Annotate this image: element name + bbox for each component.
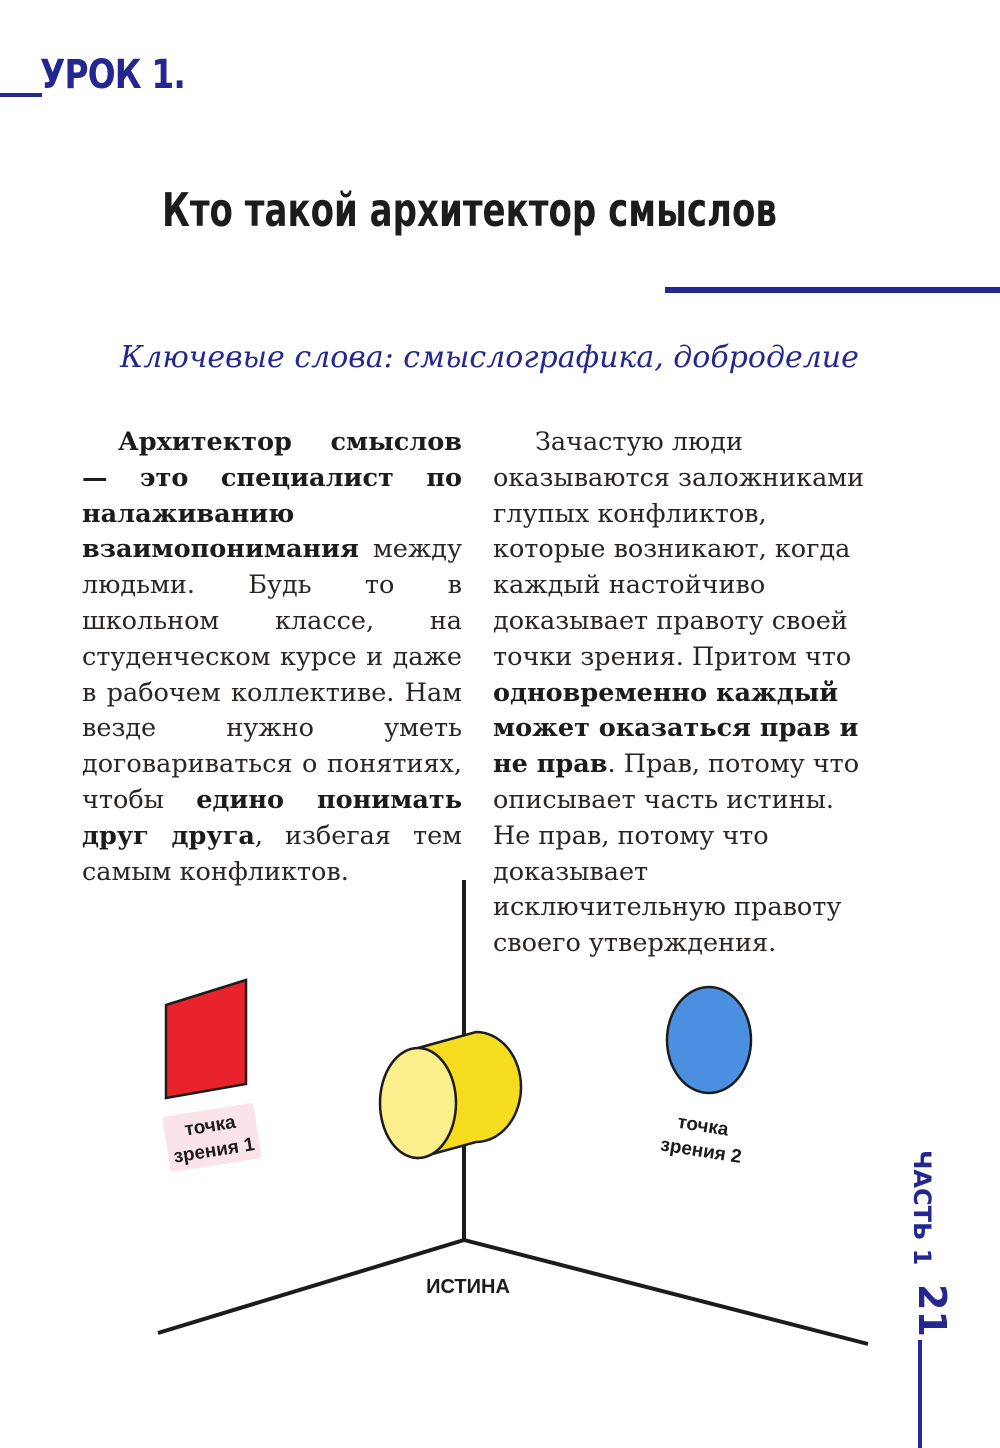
text-run: между людьми. Будь то в школьном классе, на студенческом курсе и даже в рабочем коллективе. Нам везде нужно уметь договариваться о понятиях, чтобы <box>82 534 462 815</box>
side-rule <box>918 1340 922 1448</box>
bold-phrase: едино понимать друг друга <box>82 784 463 851</box>
bold-phrase: одновременно каждый может оказаться прав и не прав <box>493 677 859 780</box>
text-column-left <box>82 425 462 890</box>
axis-left <box>158 1240 464 1333</box>
lesson-label: УРОК 1. <box>40 52 185 98</box>
label-view2-line1: точка <box>675 1111 730 1141</box>
part-label: ЧАСТЬ 1 <box>908 1150 936 1266</box>
title-rule <box>665 287 1000 293</box>
bold-definition: Архитектор смыслов — это специалист по налаживанию взаимопонимания <box>82 427 462 565</box>
lesson-rule <box>0 93 42 97</box>
truth-diagram <box>0 860 900 1360</box>
text-run: Зачастую люди оказываются заложниками глупых конфликтов, которые возникают, когда каждый настойчиво доказывает правоту своей точки зрения. Притом что <box>493 427 865 672</box>
red-square-shape <box>166 980 246 1098</box>
label-truth: ИСТИНА <box>426 1276 510 1298</box>
text-run: , избегая тем самым конфликтов. <box>82 820 462 887</box>
axis-right <box>464 1240 868 1344</box>
paragraph-left <box>82 425 462 890</box>
cylinder-face <box>380 1048 456 1158</box>
keywords-line: Ключевые слова: смыслографика, доброделие <box>120 340 859 375</box>
label-view1-line1: точка <box>183 1111 238 1141</box>
page-title: Кто такой архитектор смыслов <box>162 183 777 237</box>
blue-circle-shape <box>667 987 751 1093</box>
text-run: . Прав, потому что описывает часть истины. Не прав, потому что доказывает исключительную правоту своего утверждения. <box>493 749 860 959</box>
label-view2-line2: зрения 2 <box>658 1134 743 1169</box>
label-view1-line2: зрения 1 <box>172 1134 257 1168</box>
page-number: 21 <box>910 1284 954 1337</box>
